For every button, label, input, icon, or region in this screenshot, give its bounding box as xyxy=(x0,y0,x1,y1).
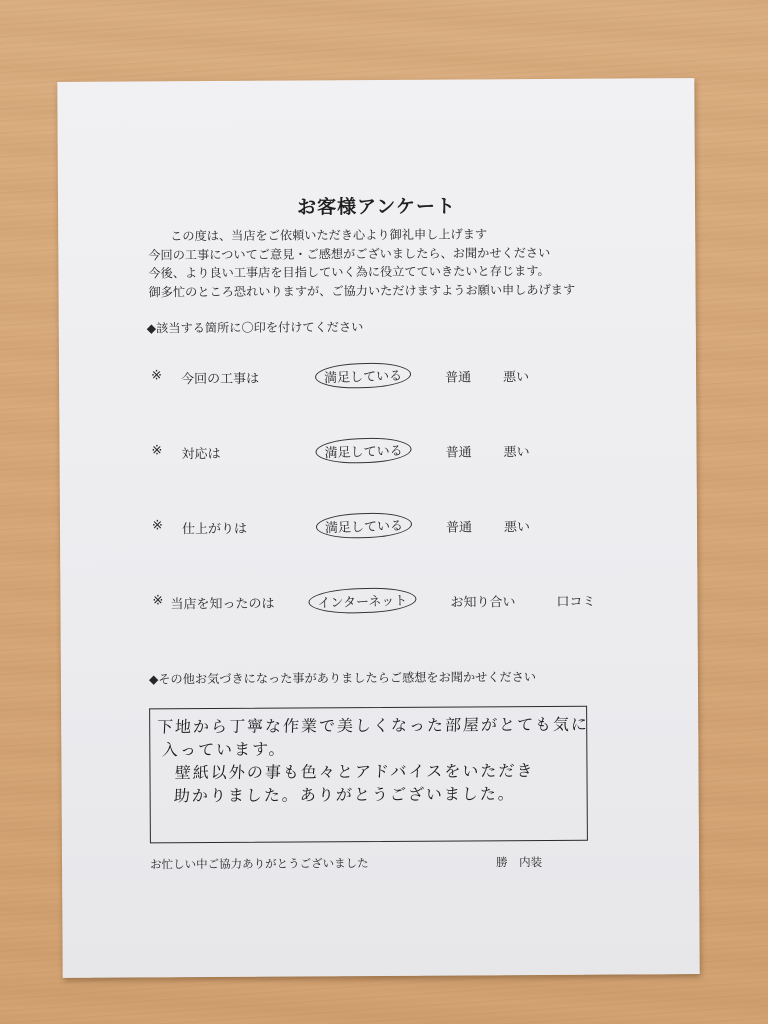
comment-line: 壁紙以外の事も色々とアドバイスをいただき xyxy=(174,761,535,783)
survey-sheet xyxy=(57,78,699,978)
option-acquaintance[interactable]: お知り合い xyxy=(450,595,516,611)
option-satisfied-circled[interactable]: 満足している xyxy=(315,437,412,465)
company-name: 勝 内装 xyxy=(496,855,543,870)
option-normal[interactable]: 普通 xyxy=(445,445,472,461)
question-row-service xyxy=(147,440,647,469)
question-row-referral-source xyxy=(148,590,648,619)
question-label: 当店を知ったのは xyxy=(170,596,275,613)
comment-line: 下地から丁寧な作業で美しくなった部屋がとても気に xyxy=(156,714,590,737)
question-label: 対応は xyxy=(181,446,221,463)
intro-line: この度は、当店をご依頼いただき心より御礼申し上げます xyxy=(170,227,488,244)
question-mark: ※ xyxy=(151,443,163,459)
question-mark: ※ xyxy=(152,593,164,609)
option-bad[interactable]: 悪い xyxy=(503,445,530,461)
intro-line: 今後、より良い工事店を目指していく為に役立てていきたいと存じます。 xyxy=(148,263,550,281)
section-heading-comments: ◆その他お気づきになった事がありましたらご感想をお聞かせください xyxy=(148,670,537,687)
question-row-finish xyxy=(148,515,648,544)
option-normal[interactable]: 普通 xyxy=(445,370,472,386)
option-bad[interactable]: 悪い xyxy=(503,520,531,536)
question-row-construction xyxy=(147,365,647,394)
section-heading-circle-instructions: ◆該当する箇所に〇印を付けてください xyxy=(146,320,364,336)
option-bad[interactable]: 悪い xyxy=(503,370,530,386)
question-mark: ※ xyxy=(151,518,163,534)
intro-line: 今回の工事についてご意見・ご感想がございましたら、お聞かせください xyxy=(148,245,551,262)
option-word-of-mouth[interactable]: 口コミ xyxy=(556,594,596,610)
option-satisfied-circled[interactable]: 満足している xyxy=(316,512,413,540)
question-label: 今回の工事は xyxy=(181,371,260,388)
option-satisfied-circled[interactable]: 満足している xyxy=(315,362,412,390)
comment-line: 助かりました。ありがとうございました。 xyxy=(173,784,517,806)
question-mark: ※ xyxy=(151,368,163,384)
footer-thanks: お忙しい中ご協力ありがとうございました xyxy=(150,856,369,872)
comment-line: 入っています。 xyxy=(161,739,288,760)
intro-line: 御多忙のところ恐れいりますが、ご協力いただけますようお願い申しあげます xyxy=(148,282,576,299)
option-normal[interactable]: 普通 xyxy=(445,520,473,536)
handwritten-comment xyxy=(153,713,589,808)
intro-text xyxy=(148,225,575,302)
survey-title: お客様アンケート xyxy=(297,195,457,219)
question-label: 仕上がりは xyxy=(181,521,248,538)
option-internet-circled[interactable]: インターネット xyxy=(308,586,417,614)
